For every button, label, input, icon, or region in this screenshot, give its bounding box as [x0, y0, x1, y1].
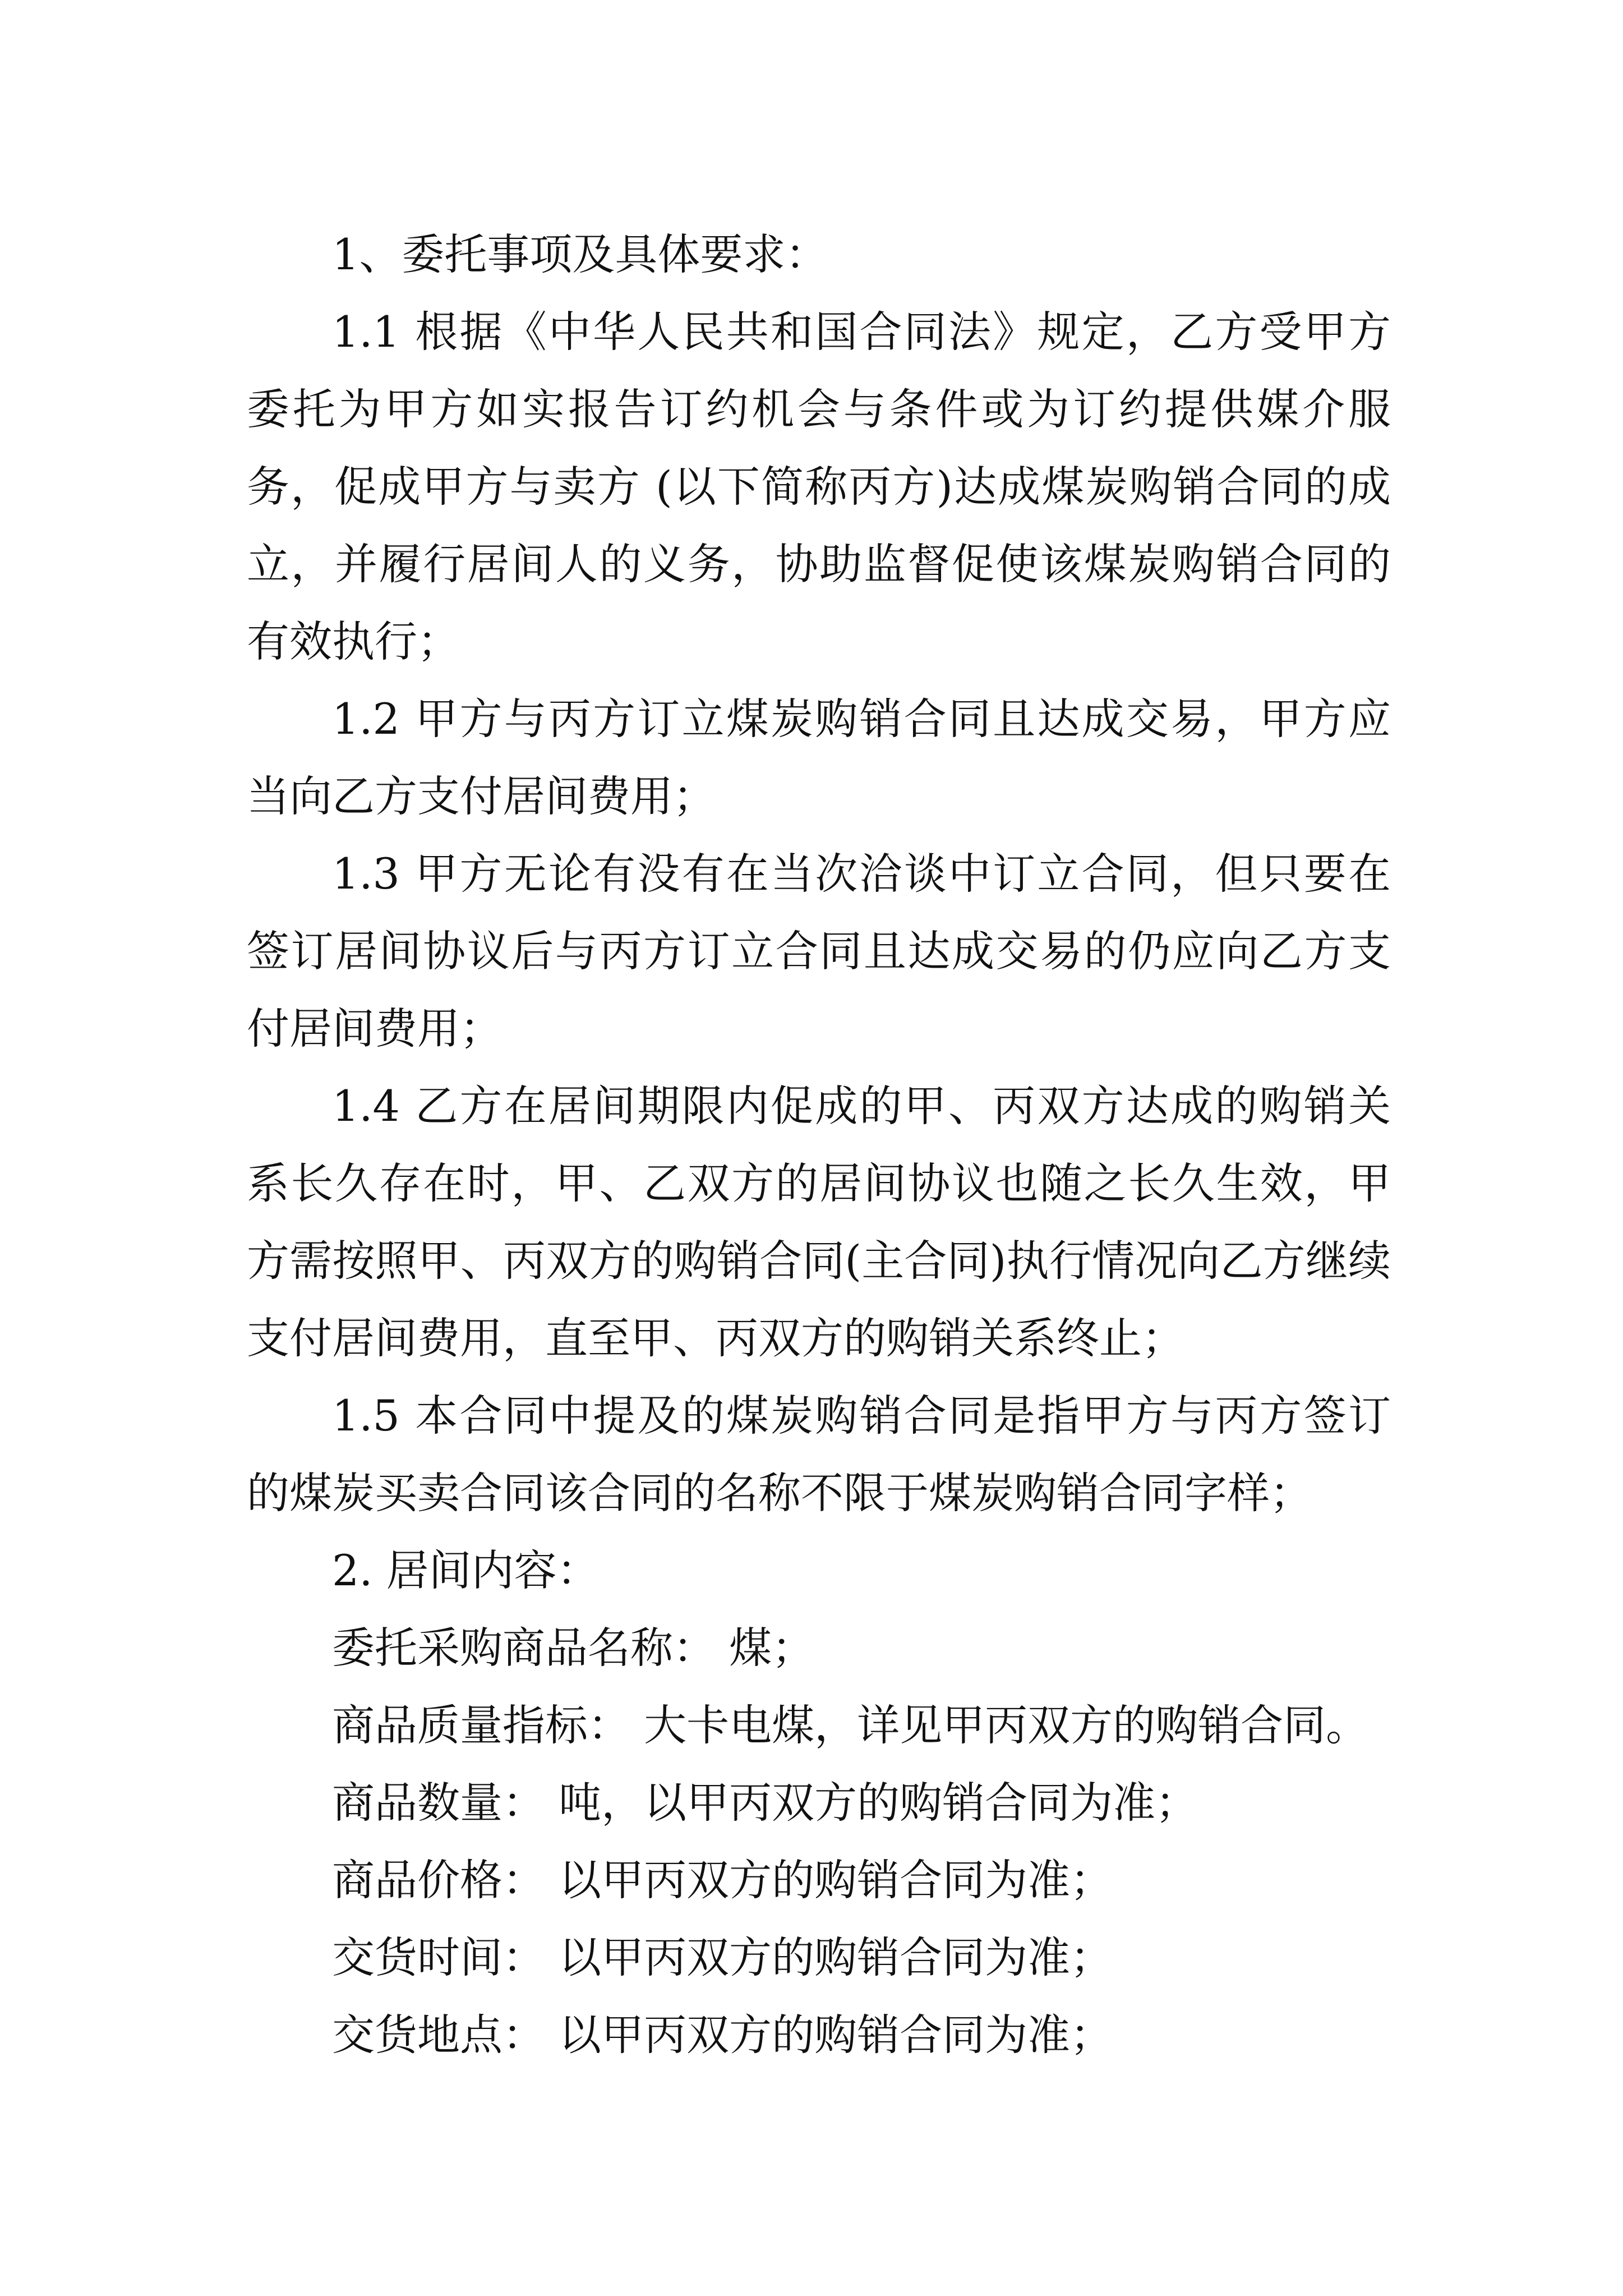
item-delivery-place: 交货地点： 以甲丙双方的购销合同为准；	[332, 2010, 1113, 2060]
document-body	[247, 216, 1391, 2074]
section-heading-1: 1、委托事项及具体要求：	[332, 229, 828, 279]
section-heading-2: 2. 居间内容：	[332, 1545, 600, 1595]
item-delivery-time: 交货时间： 以甲丙双方的购销合同为准；	[332, 1932, 1113, 1982]
item-quantity: 商品数量： 吨，以甲丙双方的购销合同为准；	[332, 1778, 1198, 1828]
clause-1-2: 1.2 甲方与丙方订立煤炭购销合同且达成交易，甲方应当向乙方支付居间费用；	[247, 694, 1391, 821]
item-price: 商品价格： 以甲丙双方的购销合同为准；	[332, 1855, 1113, 1905]
item-commodity-name: 委托采购商品名称： 煤；	[332, 1623, 815, 1673]
item-quality-spec: 商品质量指标： 大卡电煤，详见甲丙双方的购销合同。	[332, 1700, 1369, 1750]
clause-1-3: 1.3 甲方无论有没有在当次洽谈中订立合同，但只要在签订居间协议后与丙方订立合同且达成交易的仍应向乙方支付居间费用；	[247, 849, 1391, 1053]
clause-1-1: 1.1 根据《中华人民共和国合同法》规定，乙方受甲方委托为甲方如实报告订约机会与条件或为订约提供媒介服务，促成甲方与卖方 (以下简称丙方)达成煤炭购销合同的成立，并履行居间人的义务，协助监督促使该煤炭购销合同的有效执行；	[247, 307, 1391, 666]
clause-1-4: 1.4 乙方在居间期限内促成的甲、丙双方达成的购销关系长久存在时，甲、乙双方的居间协议也随之长久生效，甲方需按照甲、丙双方的购销合同(主合同)执行情况向乙方继续支付居间费用，直至甲、丙双方的购销关系终止；	[247, 1081, 1391, 1363]
clause-1-5: 1.5 本合同中提及的煤炭购销合同是指甲方与丙方签订的煤炭买卖合同该合同的名称不限于煤炭购销合同字样；	[247, 1391, 1391, 1518]
